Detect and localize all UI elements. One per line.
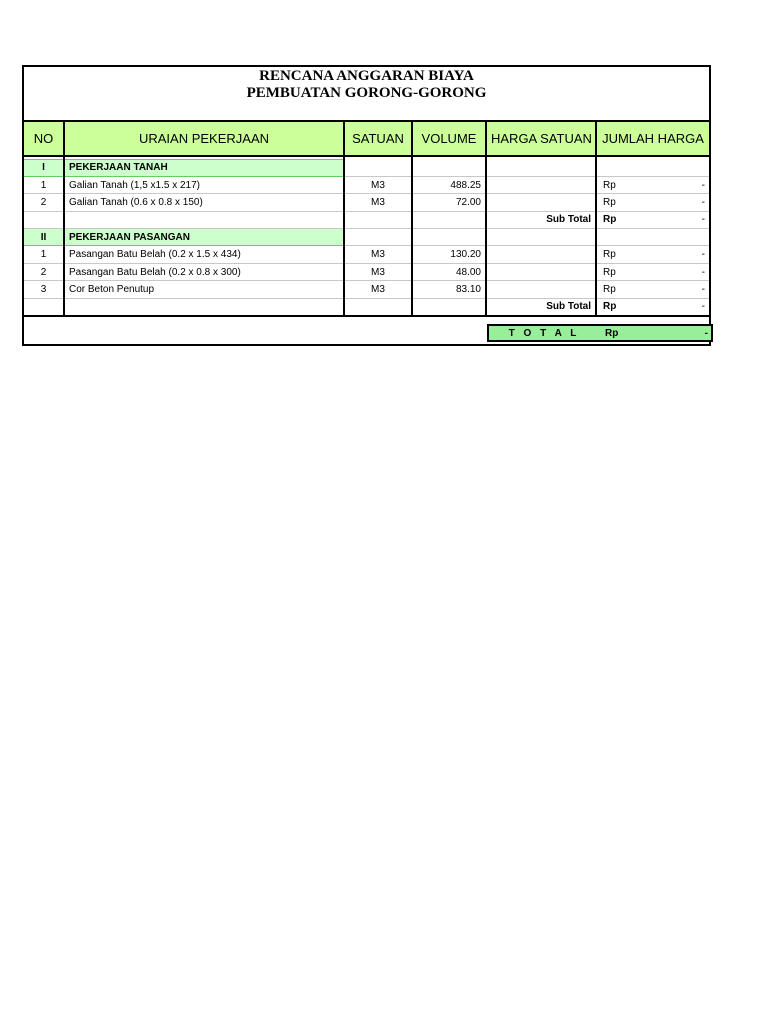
item-total <box>596 194 709 211</box>
item-volume: 72.00 <box>412 194 486 211</box>
document-title: RENCANA ANGGARAN BIAYA <box>259 68 474 84</box>
item-description: Pasangan Batu Belah (0.2 x 1.5 x 434) <box>64 246 344 263</box>
section-row <box>24 159 709 176</box>
subtotal-row <box>24 211 709 228</box>
section-title: PEKERJAAN PASANGAN <box>64 229 344 246</box>
table-row <box>24 263 709 280</box>
item-unit-price <box>486 281 596 298</box>
item-total-value: - <box>701 266 705 278</box>
item-number: 2 <box>24 263 64 280</box>
column-header-volume: VOLUME <box>412 121 486 156</box>
section-row <box>24 229 709 246</box>
budget-sheet <box>22 65 711 346</box>
subtotal-label: Sub Total <box>486 211 596 228</box>
item-volume: 48.00 <box>412 263 486 280</box>
column-header-no: NO <box>24 121 64 156</box>
item-unit: M3 <box>344 194 412 211</box>
item-total-value: - <box>701 196 705 208</box>
currency-label: Rp <box>603 196 616 208</box>
item-unit: M3 <box>344 176 412 193</box>
grand-total-value: - <box>704 327 708 339</box>
item-unit-price <box>486 263 596 280</box>
currency-label: Rp <box>605 327 619 339</box>
item-volume: 130.20 <box>412 246 486 263</box>
item-total-value: - <box>701 249 705 261</box>
item-total <box>596 246 709 263</box>
item-unit-price <box>486 194 596 211</box>
item-total-value: - <box>701 283 705 295</box>
grand-total-box <box>487 324 713 342</box>
subtotal-value-cell <box>596 298 709 315</box>
item-unit: M3 <box>344 281 412 298</box>
subtotal-label: Sub Total <box>486 298 596 315</box>
grand-total-label: T O T A L <box>508 327 580 339</box>
item-unit-price <box>486 246 596 263</box>
currency-label: Rp <box>603 283 616 295</box>
currency-label: Rp <box>603 179 616 191</box>
currency-label: Rp <box>603 301 617 313</box>
item-volume: 488.25 <box>412 176 486 193</box>
item-description: Pasangan Batu Belah (0.2 x 0.8 x 300) <box>64 263 344 280</box>
subtotal-value: - <box>701 301 705 313</box>
item-unit: M3 <box>344 246 412 263</box>
item-description: Galian Tanah (1,5 x1.5 x 217) <box>64 176 344 193</box>
item-total <box>596 176 709 193</box>
column-header-harga-satuan: HARGA SATUAN <box>486 121 596 156</box>
subtotal-row <box>24 298 709 315</box>
item-number: 2 <box>24 194 64 211</box>
item-total-value: - <box>701 179 705 191</box>
item-number: 1 <box>24 246 64 263</box>
currency-label: Rp <box>603 249 616 261</box>
item-total <box>596 281 709 298</box>
currency-label: Rp <box>603 266 616 278</box>
table-row <box>24 176 709 193</box>
item-number: 3 <box>24 281 64 298</box>
currency-label: Rp <box>603 214 617 226</box>
column-header-satuan: SATUAN <box>344 121 412 156</box>
section-number: II <box>24 229 64 246</box>
column-header-jumlah-harga: JUMLAH HARGA <box>596 121 709 156</box>
item-description: Cor Beton Penutup <box>64 281 344 298</box>
table-row <box>24 246 709 263</box>
table-row <box>24 194 709 211</box>
budget-table <box>24 120 709 317</box>
table-row <box>24 281 709 298</box>
item-unit: M3 <box>344 263 412 280</box>
item-volume: 83.10 <box>412 281 486 298</box>
section-title: PEKERJAAN TANAH <box>64 159 344 176</box>
item-number: 1 <box>24 176 64 193</box>
header-row <box>24 121 709 156</box>
document-subtitle: PEMBUATAN GORONG-GORONG <box>246 85 487 101</box>
item-total <box>596 263 709 280</box>
subtotal-value-cell <box>596 211 709 228</box>
subtotal-value: - <box>701 214 705 226</box>
column-header-uraian: URAIAN PEKERJAAN <box>64 121 344 156</box>
item-description: Galian Tanah (0.6 x 0.8 x 150) <box>64 194 344 211</box>
item-unit-price <box>486 176 596 193</box>
section-number: I <box>24 159 64 176</box>
